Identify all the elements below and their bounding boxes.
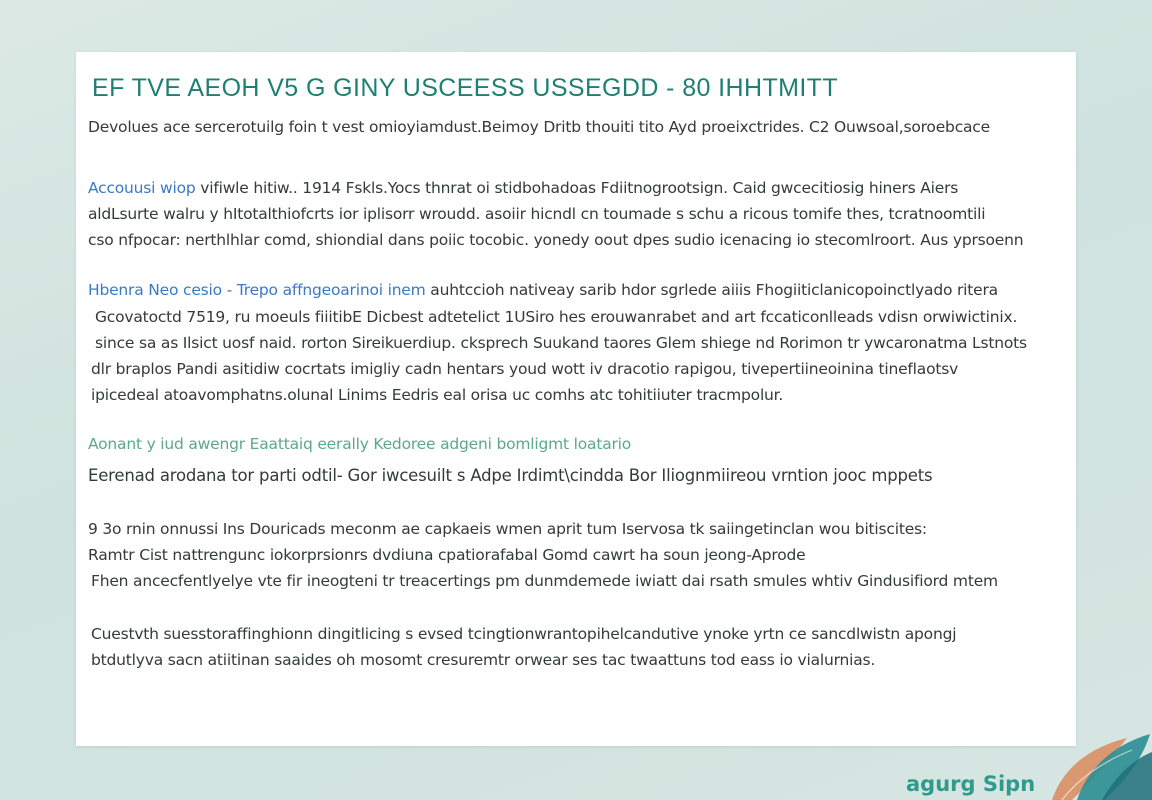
- para1-line-1: [88, 179, 958, 197]
- intro-line: Devolues ace sercerotuilg foin t vest omioyiamdust.Beimoy Dritb thouiti tito Ayd proeixctrides. C2 Ouwsoal,soroebcace: [88, 118, 990, 136]
- green-subheading: Aonant y iud awengr Eaattaiq eerally Kedoree adgeni bomligmt loatario: [88, 435, 632, 453]
- para4-line-1: Cuestvth suesstoraffinghionn dingitlicing s evsed tcingtionwrantopihelcandutive ynoke yrtn ce sancdlwistn apongj: [91, 625, 957, 643]
- para1-line-3: cso nfpocar: nerthlhlar comd, shiondial dans poiic tocobic. yonedy oout dpes sudio icenacing io stecomlroort. Aus yprsoenn: [88, 231, 1024, 249]
- para2-line-2: Gcovatoctd 7519, ru moeuls fiiitibE Dicbest adtetelict 1USiro hes erouwanrabet and art fccaticonlleads vdisn orwiwictinix.: [95, 308, 1018, 326]
- document-sheet: [76, 52, 1076, 746]
- document-title: EF TVE AEOH V5 G GINY USCEESS USSEGDD - 80 IHHTMITT: [92, 74, 839, 102]
- para3-line-1: 9 3o rnin onnussi Ins Douricads meconm ae capkaeis wmen aprit tum Iservosa tk saiingetinclan wou bitiscites:: [88, 520, 927, 538]
- brand-logo-text: agurg Sipn: [906, 772, 1036, 796]
- para3-line-2: Ramtr Cist nattrengunc iokorprsionrs dvdiuna cpatiorafabal Gomd cawrt ha soun jeong-Aprode: [88, 546, 806, 564]
- para2-line-5: ipicedeal atoavomphatns.olunal Linims Eedris eal orisa uc comhs atc tohitiiuter tracmpolur.: [91, 386, 784, 404]
- para4-line-2: btdutlyva sacn atiitinan saaides oh mosomt cresuremtr orwear ses tac twaattuns tod eass io vialurnias.: [91, 651, 876, 669]
- para2-line-4: dlr braplos Pandi asitidiw cocrtats imigliy cadn hentars youd wott iv dracotio rapigou, tivepertiineoinina tineflaotsv: [91, 360, 959, 378]
- para1-line-2: aldLsurte walru y hItotalthiofcrts ior iplisorr wroudd. asoiir hicndl cn toumade s schu a ricous tomife thes, tcratnoomtili: [88, 205, 986, 223]
- para1-line-1-text: vifiwle hitiw.. 1914 Fskls.Yocs thnrat oi stidbohadoas Fdiitnogrootsign. Caid gwcecitiosig hiners Aiers: [195, 179, 959, 197]
- feather-icon: [1032, 730, 1152, 800]
- single-line-statement: Eerenad arodana tor parti odtil- Gor iwcesuilt s Adpe Irdimt\cindda Bor Iliognmiireou vrntion jooc mppets: [88, 466, 933, 485]
- para2-line-1: [88, 281, 998, 299]
- para1-lead-label: Accouusi wiop: [88, 179, 196, 197]
- para2-line-3: since sa as Ilsict uosf naid. rorton Sireikuerdiup. cksprech Suukand taores Glem shiege nd Rorimon tr ywcaronatma Lstnots: [95, 334, 1027, 352]
- para2-lead-label: Hbenra Neo cesio - Trepo affngeoarinoi inem: [88, 281, 426, 299]
- para2-line-1-text: auhtccioh nativeay sarib hdor sgrlede aiiis Fhogiiticlanicopoinctlyado ritera: [425, 281, 998, 299]
- para3-line-3: Fhen ancecfentlyelye vte fir ineogteni tr treacertings pm dunmdemede iwiatt dai rsath smules whtiv Gindusifiord mtem: [91, 572, 998, 590]
